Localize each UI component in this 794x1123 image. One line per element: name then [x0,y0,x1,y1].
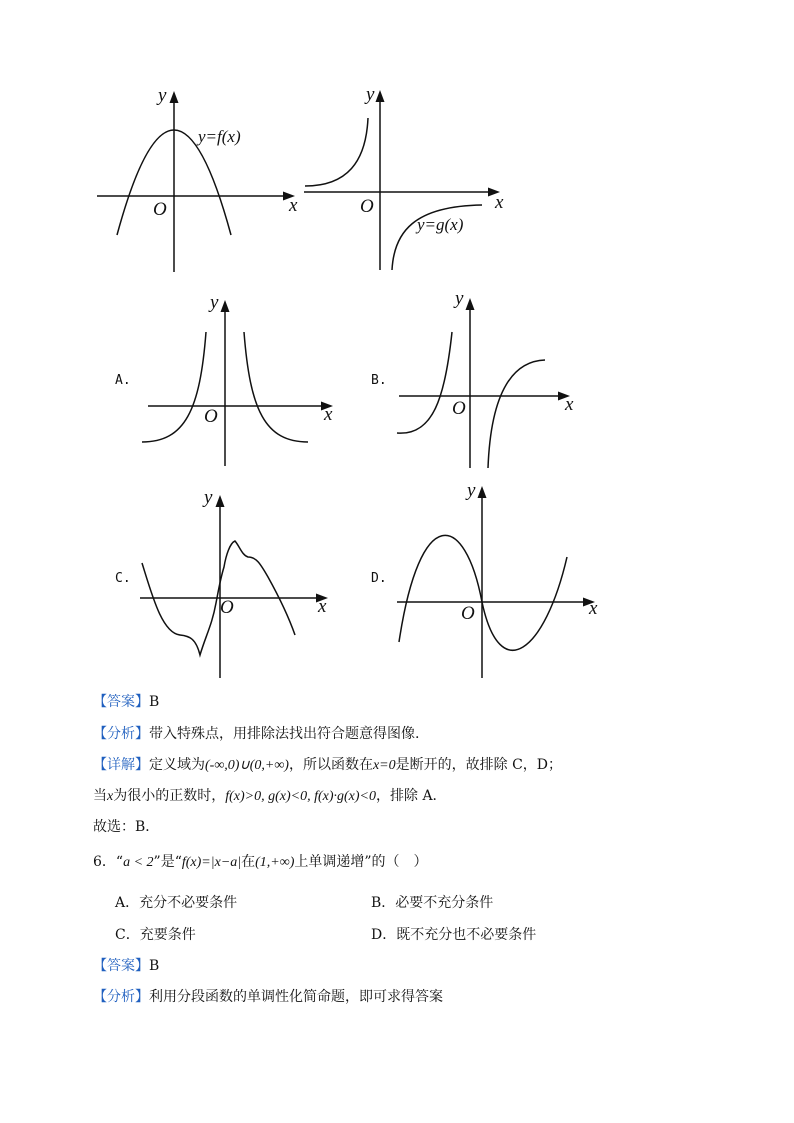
q6-condition: a < 2 [123,855,154,870]
x-equals-zero: x=0 [372,758,396,773]
q6-answer-line [93,956,159,976]
graph-g [302,82,517,277]
q6-stem-text-2: 在 [241,854,256,870]
detail-text-3: 是断开的，故排除 C，D； [395,757,563,773]
option-c-label: C. [115,571,131,586]
option-a-label: A. [115,373,131,388]
y-arrow [466,298,475,310]
detail-text-6: ，排除 A． [376,788,447,804]
analysis-tag: 【分析】 [93,989,149,1005]
q5-conclusion: 故选：B． [93,819,160,835]
x-label: x [495,192,504,213]
detail-text-4: 当 [93,788,107,804]
curve-d [399,535,567,650]
answer-value: B [149,958,160,974]
sign-conditions: f(x)>0, g(x)<0, f(x)·g(x)<0 [225,789,376,804]
answer-value: B [149,694,160,710]
g-label: y=g(x) [417,215,464,234]
detail-text-5: 为很小的正数时， [113,788,226,804]
curve-right [244,332,308,442]
q6-choice-b: B．必要不充分条件 [371,895,494,911]
y-label: y [366,84,375,105]
detail-text-2: ，所以函数在 [288,757,373,773]
graph-option-c [138,485,338,680]
y-arrow [478,486,487,498]
curve-left [142,332,206,442]
answer-tag: 【答案】 [93,958,149,974]
option-b-label: B. [371,373,387,388]
option-d-label: D. [371,571,387,586]
graph-option-a [140,290,340,470]
origin-label: O [461,603,475,624]
detail-tag: 【详解】 [93,757,149,773]
var-x: x [107,789,114,804]
q5-analysis-line [93,724,419,744]
q6-stem [93,852,428,873]
x-label: x [589,598,598,619]
y-arrow [221,300,230,312]
curve-right [488,360,545,468]
origin-label: O [153,199,167,220]
q5-detail-line-2 [93,786,447,807]
origin-label: O [360,196,374,217]
x-label: x [565,394,574,415]
y-label: y [158,85,167,106]
y-label: y [204,487,213,508]
y-label: y [467,480,476,501]
q5-answer-line [93,692,159,712]
analysis-tag: 【分析】 [93,726,149,742]
answer-tag: 【答案】 [93,694,149,710]
origin-label: O [204,406,218,427]
q6-stem-text-3: 上单调递增”的（ ） [294,854,428,870]
x-label: x [318,596,327,617]
q6-function: f(x)=|x−a| [181,855,242,870]
q6-quote-open: “ [115,854,124,870]
origin-label: O [220,597,234,618]
graph-f [95,85,310,280]
y-arrow [170,91,179,103]
domain-expression: (-∞,0)∪(0,+∞) [205,758,289,773]
curve-left [397,332,452,433]
q5-detail-line [93,755,562,776]
analysis-text: 带入特殊点，用排除法找出符合题意得图像. [149,726,420,742]
origin-label: O [452,398,466,419]
q6-choice-d: D．既不充分也不必要条件 [371,927,537,943]
y-arrow [376,90,385,102]
detail-text-1: 定义域为 [149,757,205,773]
y-label: y [455,288,464,309]
x-label: x [289,195,298,216]
q6-choice-a: A．充分不必要条件 [115,895,238,911]
graph-option-b [395,288,595,473]
analysis-text: 利用分段函数的单调性化简命题，即可求得答案 [149,989,443,1005]
q6-analysis-line [93,987,443,1007]
q6-choice-c: C．充要条件 [115,927,196,943]
f-label: y=f(x) [198,127,241,146]
q6-stem-text-1: ”是“ [153,854,182,870]
graph-option-d [395,482,605,682]
y-arrow [216,495,225,507]
q6-number: 6． [93,854,116,870]
x-label: x [324,404,333,425]
g-left-branch [305,118,368,186]
q6-interval: (1,+∞) [255,855,295,870]
y-label: y [210,292,219,313]
